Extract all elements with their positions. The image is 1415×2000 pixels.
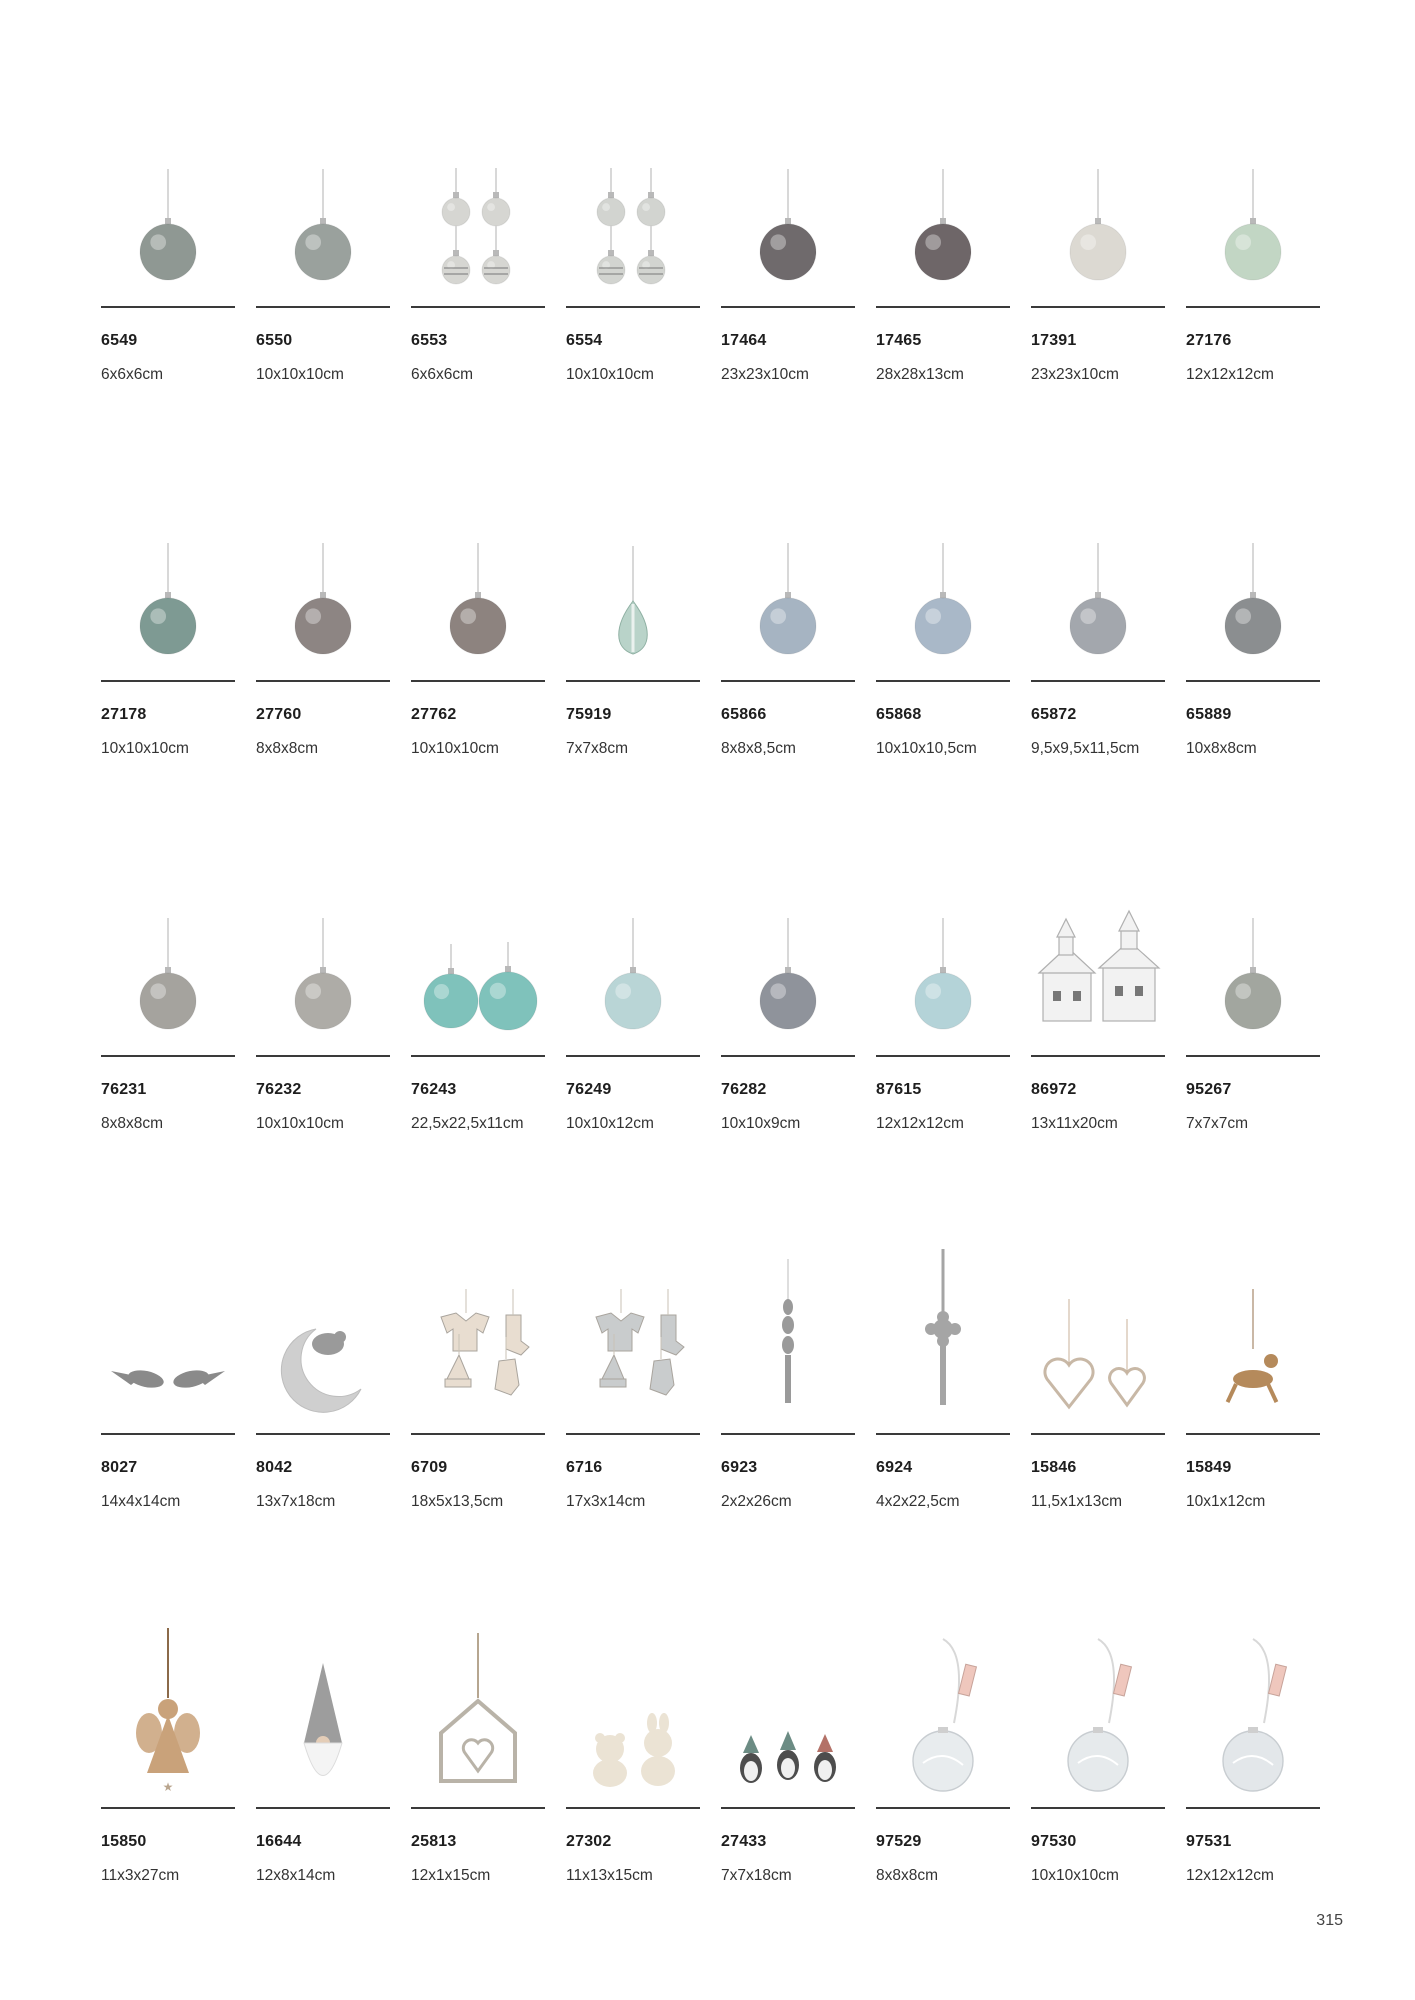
product-code: 76282 [721, 1081, 767, 1098]
product-size: 12x12x12cm [1186, 366, 1274, 383]
product-item [1186, 1603, 1320, 1893]
product-size: 4x2x22,5cm [876, 1493, 960, 1510]
product-divider [411, 1433, 545, 1435]
product-image [256, 1603, 390, 1803]
product-item [721, 1229, 855, 1519]
product-image [101, 851, 235, 1051]
product-item [1031, 851, 1165, 1141]
product-divider [411, 1055, 545, 1057]
product-size: 28x28x13cm [876, 366, 964, 383]
product-size: 7x7x18cm [721, 1867, 792, 1884]
product-divider [411, 306, 545, 308]
product-size: 13x7x18cm [256, 1493, 336, 1510]
page-number: 315 [1316, 1912, 1343, 1929]
product-code: 27178 [101, 706, 147, 723]
product-image [256, 1229, 390, 1429]
product-divider [566, 680, 700, 682]
product-divider [256, 1433, 390, 1435]
product-divider [721, 1433, 855, 1435]
product-item [566, 102, 700, 392]
product-item [876, 102, 1010, 392]
product-code: 6553 [411, 332, 448, 349]
product-code: 27760 [256, 706, 302, 723]
product-image [1031, 476, 1165, 676]
product-divider [1031, 1807, 1165, 1809]
product-divider [876, 1055, 1010, 1057]
product-divider [256, 680, 390, 682]
product-code: 6716 [566, 1459, 603, 1476]
product-image [721, 476, 855, 676]
product-code: 65868 [876, 706, 922, 723]
product-image [256, 851, 390, 1051]
product-item [256, 102, 390, 392]
product-size: 6x6x6cm [411, 366, 474, 383]
product-size: 9,5x9,5x11,5cm [1031, 740, 1140, 757]
product-item [1186, 476, 1320, 766]
product-size: 11x13x15cm [566, 1867, 653, 1884]
product-item [101, 1229, 235, 1519]
product-size: 12x12x12cm [1186, 1867, 1274, 1884]
product-image [1186, 476, 1320, 676]
product-code: 97529 [876, 1833, 922, 1850]
product-item [876, 1229, 1010, 1519]
product-divider [1031, 306, 1165, 308]
product-size: 23x23x10cm [1031, 366, 1119, 383]
product-image [566, 851, 700, 1051]
product-divider [101, 1433, 235, 1435]
product-code: 16644 [256, 1833, 302, 1850]
product-image [411, 851, 545, 1051]
product-divider [721, 1055, 855, 1057]
product-code: 6554 [566, 332, 603, 349]
product-code: 15846 [1031, 1459, 1077, 1476]
product-item [411, 1229, 545, 1519]
product-image [1186, 1229, 1320, 1429]
product-size: 23x23x10cm [721, 366, 809, 383]
product-size: 10x10x10cm [256, 1115, 344, 1132]
product-divider [1031, 680, 1165, 682]
product-size: 7x7x8cm [566, 740, 629, 757]
product-size: 8x8x8cm [256, 740, 319, 757]
product-item [101, 102, 235, 392]
product-size: 17x3x14cm [566, 1493, 646, 1510]
product-item [1031, 102, 1165, 392]
product-size: 10x10x12cm [566, 1115, 654, 1132]
product-image [1031, 1603, 1165, 1803]
product-item [721, 102, 855, 392]
product-item [566, 851, 700, 1141]
product-image [566, 476, 700, 676]
product-divider [1186, 1807, 1320, 1809]
product-image [101, 476, 235, 676]
product-size: 8x8x8cm [876, 1867, 939, 1884]
product-image [876, 1603, 1010, 1803]
product-image [1031, 102, 1165, 302]
product-code: 65889 [1186, 706, 1232, 723]
product-divider [1031, 1055, 1165, 1057]
product-code: 97531 [1186, 1833, 1232, 1850]
product-code: 76231 [101, 1081, 147, 1098]
product-size: 14x4x14cm [101, 1493, 181, 1510]
product-divider [411, 1807, 545, 1809]
product-size: 10x10x9cm [721, 1115, 801, 1132]
product-code: 65872 [1031, 706, 1077, 723]
product-image [256, 476, 390, 676]
product-item [1031, 1603, 1165, 1893]
product-size: 22,5x22,5x11cm [411, 1115, 524, 1132]
product-divider [256, 1807, 390, 1809]
product-divider [101, 1807, 235, 1809]
product-divider [566, 306, 700, 308]
product-image [721, 1229, 855, 1429]
product-item [101, 851, 235, 1141]
product-code: 87615 [876, 1081, 922, 1098]
product-code: 27433 [721, 1833, 767, 1850]
product-image [411, 1229, 545, 1429]
product-code: 76232 [256, 1081, 302, 1098]
product-image [1186, 1603, 1320, 1803]
product-code: 76243 [411, 1081, 457, 1098]
product-image [1031, 851, 1165, 1051]
product-divider [1186, 306, 1320, 308]
product-divider [1186, 1055, 1320, 1057]
product-divider [1186, 1433, 1320, 1435]
product-divider [721, 306, 855, 308]
product-code: 25813 [411, 1833, 457, 1850]
product-code: 6923 [721, 1459, 758, 1476]
product-image [876, 1229, 1010, 1429]
product-code: 97530 [1031, 1833, 1077, 1850]
product-divider [1031, 1433, 1165, 1435]
product-item [1031, 1229, 1165, 1519]
product-image [566, 1603, 700, 1803]
product-image [1186, 851, 1320, 1051]
product-item [256, 1603, 390, 1893]
product-size: 12x8x14cm [256, 1867, 336, 1884]
product-divider [566, 1433, 700, 1435]
product-divider [721, 1807, 855, 1809]
product-size: 8x8x8,5cm [721, 740, 796, 757]
product-image [721, 851, 855, 1051]
product-code: 6709 [411, 1459, 448, 1476]
product-code: 27176 [1186, 332, 1232, 349]
product-size: 12x12x12cm [876, 1115, 964, 1132]
product-divider [101, 680, 235, 682]
product-divider [101, 306, 235, 308]
product-divider [101, 1055, 235, 1057]
product-image [411, 1603, 545, 1803]
product-divider [256, 306, 390, 308]
product-size: 11,5x1x13cm [1031, 1493, 1123, 1510]
product-item [1186, 102, 1320, 392]
product-image [876, 102, 1010, 302]
product-size: 18x5x13,5cm [411, 1493, 504, 1510]
product-size: 10x10x10cm [256, 366, 344, 383]
product-size: 2x2x26cm [721, 1493, 792, 1510]
product-item [256, 476, 390, 766]
product-code: 17465 [876, 332, 922, 349]
product-code: 15850 [101, 1833, 147, 1850]
product-size: 8x8x8cm [101, 1115, 164, 1132]
product-size: 10x1x12cm [1186, 1493, 1266, 1510]
product-code: 17464 [721, 332, 767, 349]
product-item [411, 851, 545, 1141]
product-size: 10x10x10cm [411, 740, 499, 757]
product-code: 6924 [876, 1459, 913, 1476]
product-item [101, 1603, 235, 1893]
product-image [876, 476, 1010, 676]
product-divider [256, 1055, 390, 1057]
product-item [721, 1603, 855, 1893]
product-divider [411, 680, 545, 682]
product-code: 27762 [411, 706, 457, 723]
product-item [721, 851, 855, 1141]
product-code: 17391 [1031, 332, 1077, 349]
product-code: 65866 [721, 706, 767, 723]
product-divider [1186, 680, 1320, 682]
product-image [101, 1603, 235, 1803]
product-item [876, 476, 1010, 766]
product-image [1031, 1229, 1165, 1429]
product-item [566, 476, 700, 766]
product-code: 8027 [101, 1459, 138, 1476]
product-code: 75919 [566, 706, 612, 723]
product-item [411, 1603, 545, 1893]
product-code: 8042 [256, 1459, 293, 1476]
product-image [721, 1603, 855, 1803]
product-size: 12x1x15cm [411, 1867, 491, 1884]
product-item [721, 476, 855, 766]
product-size: 10x10x10,5cm [876, 740, 977, 757]
product-code: 6550 [256, 332, 293, 349]
product-item [1186, 851, 1320, 1141]
product-image [876, 851, 1010, 1051]
product-item [256, 851, 390, 1141]
product-code: 15849 [1186, 1459, 1232, 1476]
product-image [721, 102, 855, 302]
product-divider [721, 680, 855, 682]
product-image [411, 102, 545, 302]
product-size: 6x6x6cm [101, 366, 164, 383]
product-image [1186, 102, 1320, 302]
product-divider [876, 680, 1010, 682]
product-size: 11x3x27cm [101, 1867, 180, 1884]
product-item [256, 1229, 390, 1519]
product-image [566, 1229, 700, 1429]
product-divider [566, 1055, 700, 1057]
product-code: 95267 [1186, 1081, 1232, 1098]
svg-text:★: ★ [162, 1780, 174, 1794]
product-size: 13x11x20cm [1031, 1115, 1118, 1132]
product-size: 10x10x10cm [101, 740, 189, 757]
product-image [101, 1229, 235, 1429]
product-image [566, 102, 700, 302]
product-code: 27302 [566, 1833, 612, 1850]
product-item [876, 851, 1010, 1141]
product-divider [876, 1433, 1010, 1435]
product-size: 10x10x10cm [1031, 1867, 1119, 1884]
product-item [101, 476, 235, 766]
product-divider [566, 1807, 700, 1809]
product-item [411, 476, 545, 766]
product-item [411, 102, 545, 392]
product-image [411, 476, 545, 676]
product-code: 6549 [101, 332, 138, 349]
product-image [256, 102, 390, 302]
product-item [566, 1229, 700, 1519]
product-item [566, 1603, 700, 1893]
product-size: 10x8x8cm [1186, 740, 1257, 757]
product-divider [876, 306, 1010, 308]
product-size: 10x10x10cm [566, 366, 654, 383]
product-code: 86972 [1031, 1081, 1077, 1098]
product-image [101, 102, 235, 302]
product-item [1031, 476, 1165, 766]
product-code: 76249 [566, 1081, 612, 1098]
product-item [1186, 1229, 1320, 1519]
product-divider [876, 1807, 1010, 1809]
product-size: 7x7x7cm [1186, 1115, 1249, 1132]
product-item [876, 1603, 1010, 1893]
